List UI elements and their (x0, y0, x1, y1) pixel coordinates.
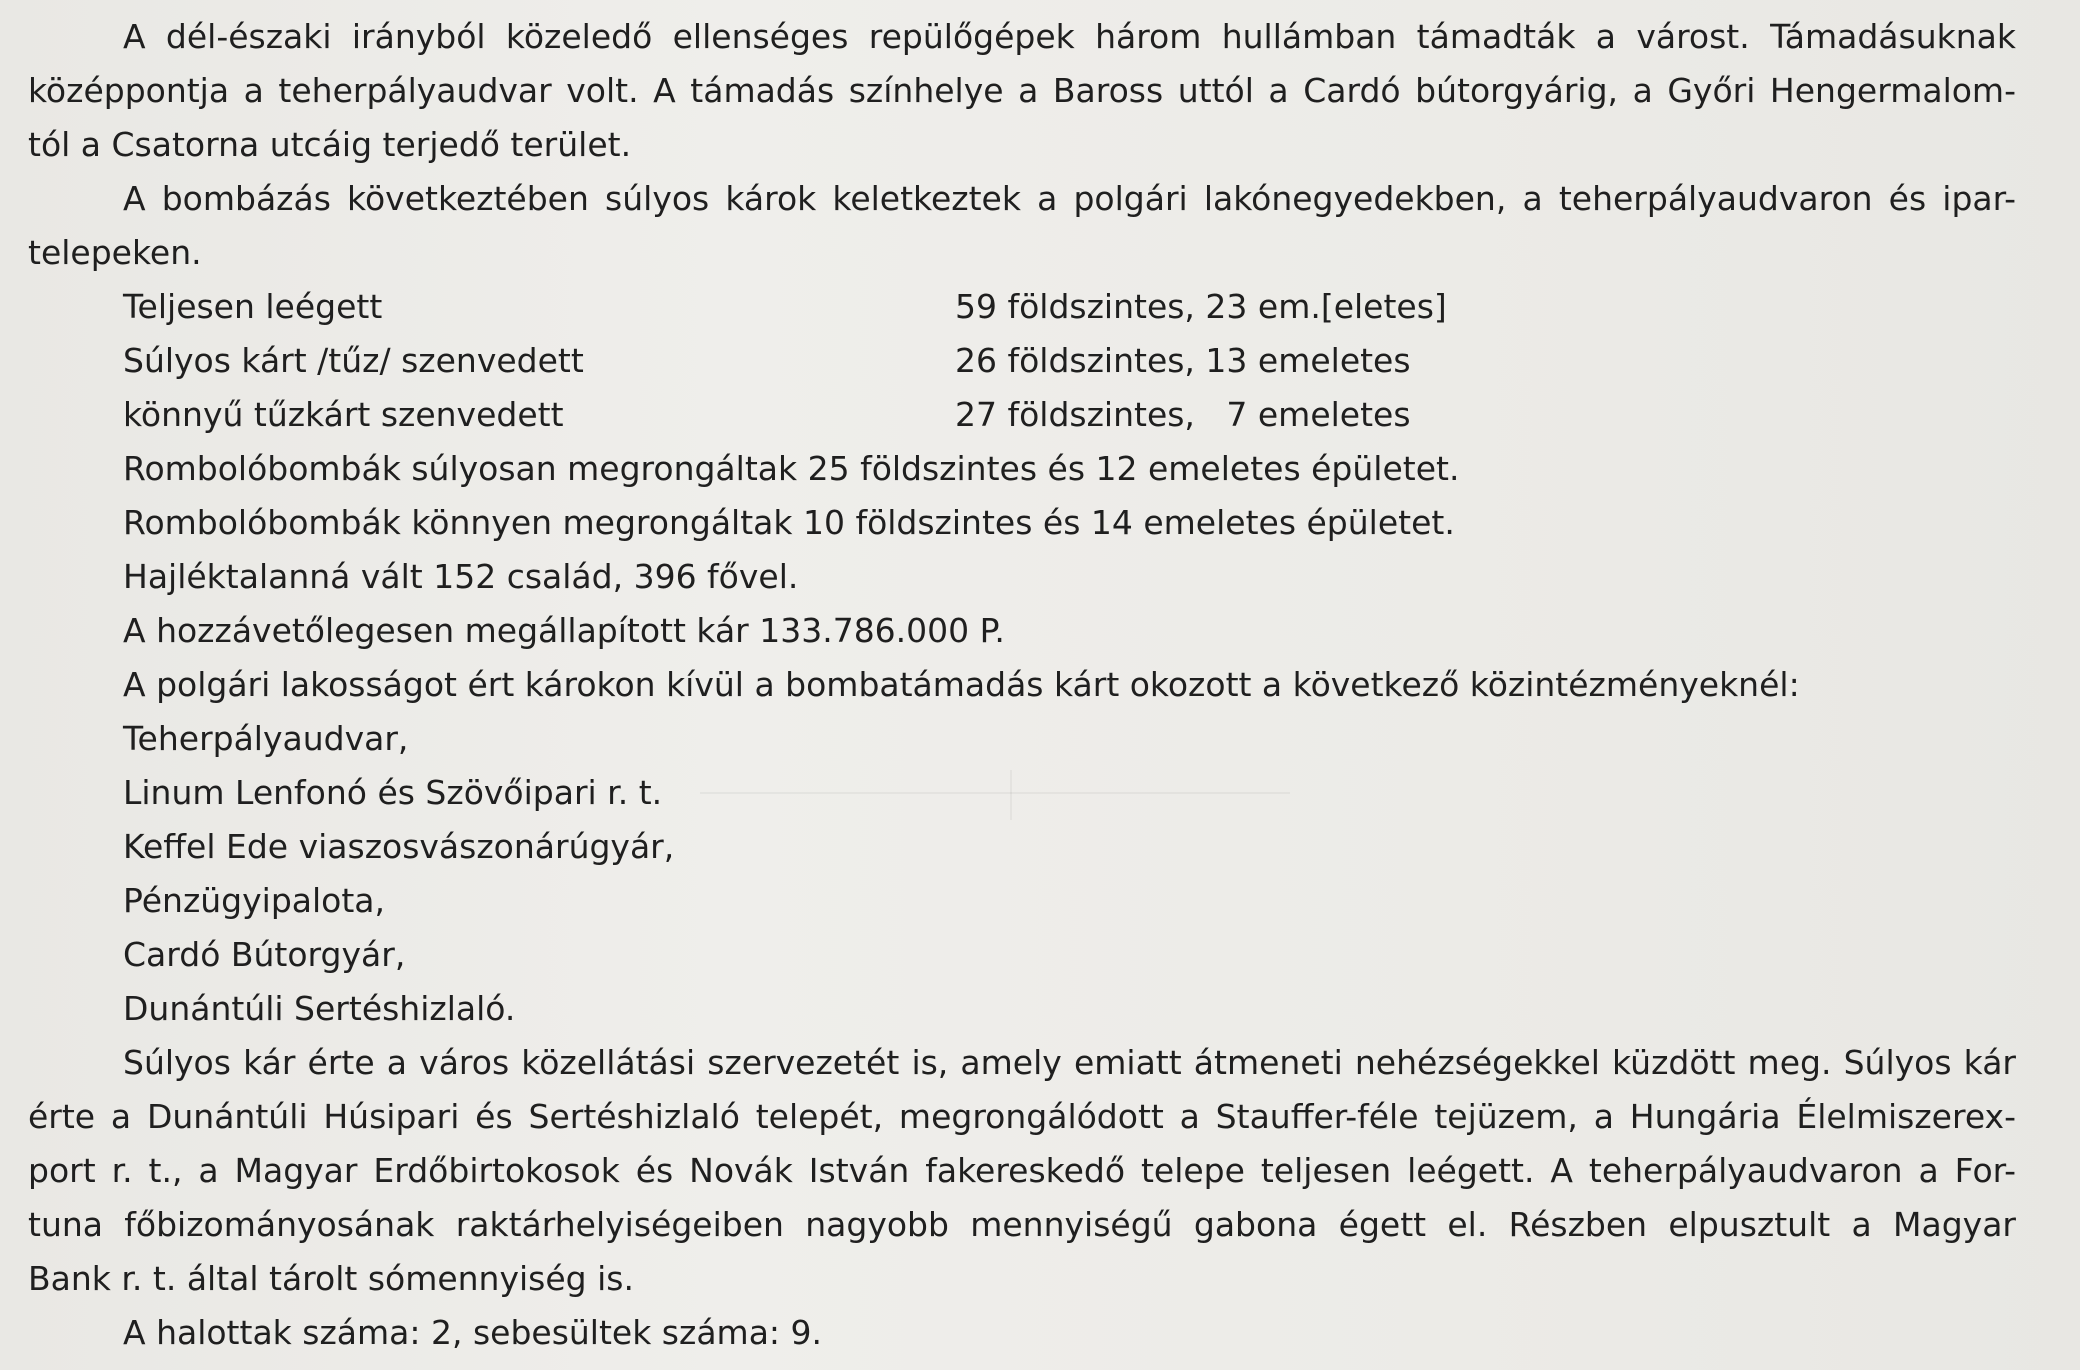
institution-item: Teherpályaudvar, (123, 719, 409, 758)
document-body (28, 10, 2016, 1360)
statement-line: Rombolóbombák súlyosan megrongáltak 25 földszintes és 12 emeletes épületet. (123, 449, 1460, 488)
paragraph-attack (28, 10, 2016, 172)
institution-item: Pénzügyipalota, (123, 881, 386, 920)
text-line: Súlyos kár érte a város közellátási szervezetét is, amely emiatt átmeneti nehézségekkel küzdött meg. Súlyos kár (123, 1043, 2016, 1082)
damage-label: Teljesen leégett (123, 287, 383, 326)
statement-line: Rombolóbombák könnyen megrongáltak 10 földszintes és 14 emeletes épületet. (123, 503, 1455, 542)
damage-label: könnyű tűzkárt szenvedett (123, 395, 564, 434)
institution-item: Dunántúli Sertéshizlaló. (123, 989, 516, 1028)
institution-list (28, 712, 2016, 1036)
damage-row (28, 334, 2016, 388)
statement-line: A polgári lakosságot ért károkon kívül a bombatámadás kárt okozott a következő közintézményeknél: (123, 665, 1800, 704)
damage-value: 59 földszintes, 23 em.[eletes] (955, 287, 1447, 326)
paragraph-damage-intro (28, 172, 2016, 280)
text-line: érte a Dunántúli Húsipari és Sertéshizlaló telepét, megrongálódott a Stauffer-féle tejüzem, a Hungária Élelmiszerex- (28, 1097, 2016, 1136)
text-line: port r. t., a Magyar Erdőbirtokosok és Novák István fakereskedő telepe teljesen leégett. A teherpályaudvaron a For- (28, 1151, 2016, 1190)
damage-label: Súlyos kárt /tűz/ szenvedett (123, 341, 584, 380)
damage-row (28, 280, 2016, 334)
statement-line: A hozzávetőlegesen megállapított kár 133.786.000 P. (123, 611, 1005, 650)
damage-value: 26 földszintes, 13 emeletes (955, 341, 1411, 380)
statements (28, 442, 2016, 712)
text-line: Bank r. t. által tárolt sómennyiség is. (28, 1259, 634, 1298)
damage-table (28, 280, 2016, 442)
statement-line: Hajléktalanná vált 152 család, 396 fővel. (123, 557, 799, 596)
text-line: tól a Csatorna utcáig terjedő terület. (28, 125, 632, 164)
institution-item: Cardó Bútorgyár, (123, 935, 406, 974)
text-line: A dél-északi irányból közeledő ellenséges repülőgépek három hullámban támadták a várost. Támadásuknak (123, 17, 2016, 56)
casualties-line: A halottak száma: 2, sebesültek száma: 9. (123, 1313, 823, 1352)
damage-row (28, 388, 2016, 442)
text-line: telepeken. (28, 233, 202, 272)
damage-value: 27 földszintes, 7 emeletes (955, 395, 1411, 434)
text-line: A bombázás következtében súlyos károk keletkeztek a polgári lakónegyedekben, a teherpályaudvaron és ipar- (123, 179, 2016, 218)
institution-item: Keffel Ede viaszosvászonárúgyár, (123, 827, 675, 866)
paragraph-supply-damage (28, 1036, 2016, 1306)
text-line: középpontja a teherpályaudvar volt. A támadás színhelye a Baross uttól a Cardó bútorgyárig, a Győri Hengermalom- (28, 71, 2016, 110)
institution-item: Linum Lenfonó és Szövőipari r. t. (123, 773, 663, 812)
text-line: tuna főbizományosának raktárhelyiségeiben nagyobb mennyiségű gabona égett el. Részben elpusztult a Magyar (28, 1205, 2016, 1244)
